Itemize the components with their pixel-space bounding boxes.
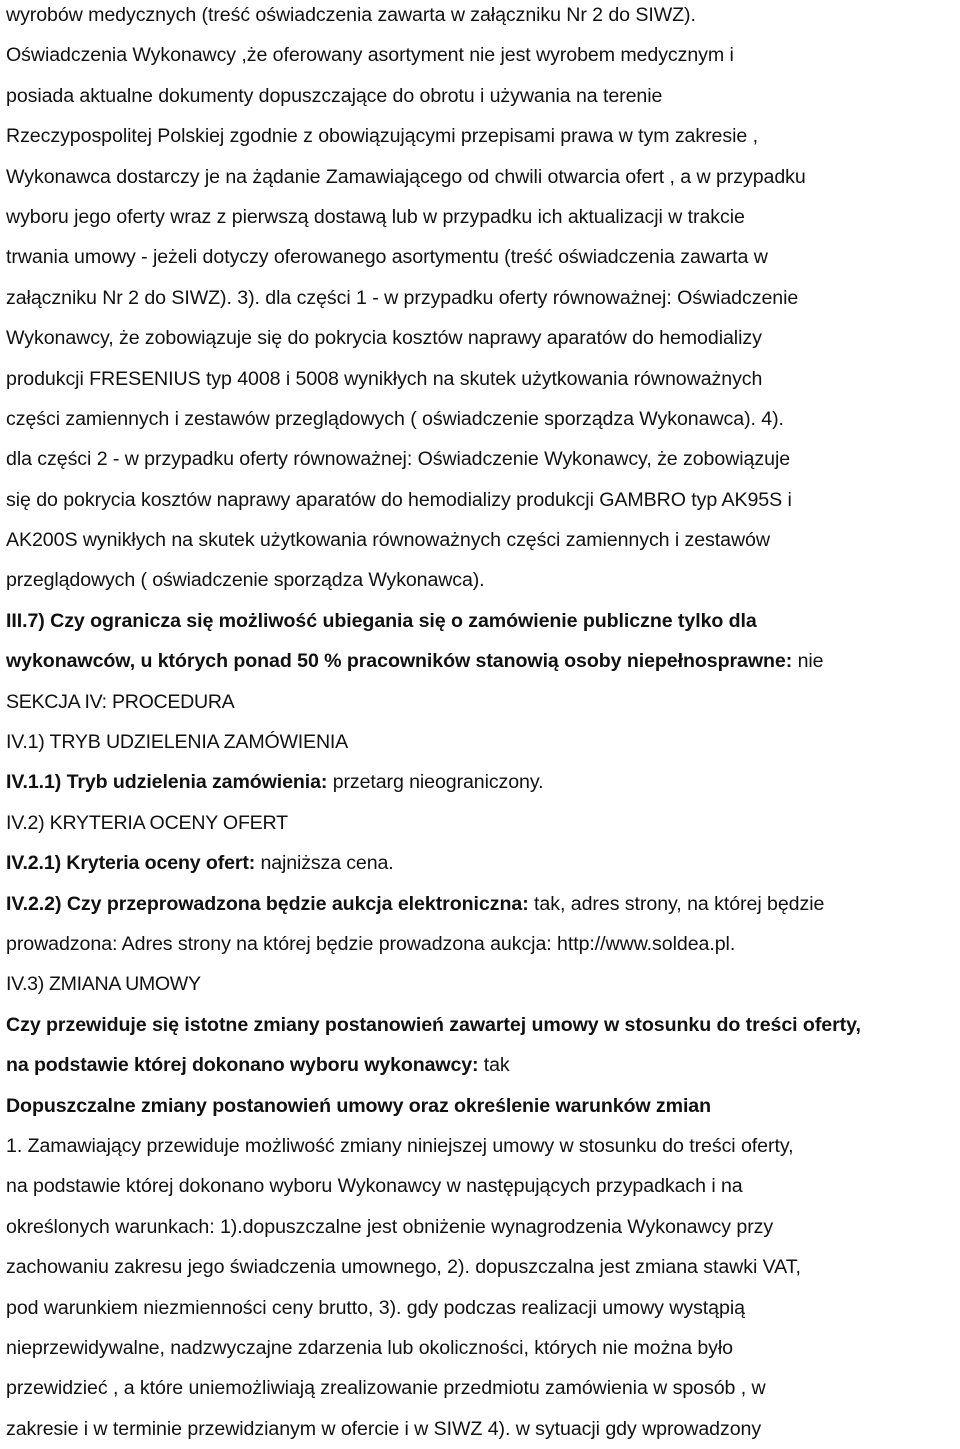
bold-text-run: Czy przewiduje się istotne zmiany postanowień zawartej umowy w stosunku do treści oferty, bbox=[6, 1013, 861, 1036]
text-line bbox=[6, 157, 960, 197]
text-line bbox=[6, 1288, 960, 1328]
text-line bbox=[6, 601, 960, 641]
text-run: IV.1) TRYB UDZIELENIA ZAMÓWIENIA bbox=[6, 731, 349, 754]
text-run: SEKCJA IV: PROCEDURA bbox=[6, 690, 235, 713]
text-line bbox=[6, 964, 960, 1004]
text-line bbox=[6, 1207, 960, 1247]
text-line bbox=[6, 1247, 960, 1287]
text-line bbox=[6, 682, 960, 722]
text-run: wyboru jego oferty wraz z pierwszą dostawą lub w przypadku ich aktualizacji w trakcie bbox=[6, 205, 745, 228]
text-line bbox=[6, 399, 960, 439]
text-run: nie bbox=[792, 650, 824, 673]
text-run: zakresie i w terminie przewidzianym w ofercie i w SIWZ 4). w sytuacji gdy wprowadzony bbox=[6, 1417, 762, 1440]
text-line bbox=[6, 480, 960, 520]
text-line bbox=[6, 0, 960, 35]
text-run: na podstawie której dokonano wyboru Wykonawcy w następujących przypadkach i na bbox=[6, 1175, 743, 1198]
text-run: Oświadczenia Wykonawcy ,że oferowany asortyment nie jest wyrobem medycznym i bbox=[6, 44, 734, 67]
text-line bbox=[6, 197, 960, 237]
text-run: nieprzewidywalne, nadzwyczajne zdarzenia lub okoliczności, których nie można było bbox=[6, 1336, 733, 1359]
text-run: dla części 2 - w przypadku oferty równoważnej: Oświadczenie Wykonawcy, że zobowiązuje bbox=[6, 448, 791, 471]
text-run: przewidzieć , a które uniemożliwiają zrealizowanie przedmiotu zamówienia w sposób , w bbox=[6, 1377, 766, 1400]
text-run: pod warunkiem niezmienności ceny brutto, 3). gdy podczas realizacji umowy wystąpią bbox=[6, 1296, 745, 1319]
text-run: wyrobów medycznych (treść oświadczenia zawarta w załączniku Nr 2 do SIWZ). bbox=[6, 4, 696, 26]
text-line bbox=[6, 1328, 960, 1368]
text-line bbox=[6, 1409, 960, 1449]
text-run: produkcji FRESENIUS typ 4008 i 5008 wynikłych na skutek użytkowania równoważnych bbox=[6, 367, 763, 390]
text-run: IV.3) ZMIANA UMOWY bbox=[6, 973, 201, 996]
text-run: AK200S wynikłych na skutek użytkowania równoważnych części zamiennych i zestawów bbox=[6, 529, 770, 552]
text-line bbox=[6, 1086, 960, 1126]
text-run: posiada aktualne dokumenty dopuszczające do obrotu i używania na terenie bbox=[6, 84, 663, 107]
text-line bbox=[6, 318, 960, 358]
text-line bbox=[6, 1005, 960, 1045]
text-line bbox=[6, 116, 960, 156]
text-run: załączniku Nr 2 do SIWZ). 3). dla części 1 - w przypadku oferty równoważnej: Oświadczenie bbox=[6, 286, 799, 309]
text-line bbox=[6, 1126, 960, 1166]
text-run: się do pokrycia kosztów naprawy aparatów do hemodializy produkcji GAMBRO typ AK95S i bbox=[6, 488, 792, 511]
text-line bbox=[6, 76, 960, 116]
text-line bbox=[6, 924, 960, 964]
text-run: IV.2) KRYTERIA OCENY OFERT bbox=[6, 811, 288, 834]
document-body bbox=[6, 0, 960, 1449]
text-line bbox=[6, 843, 960, 883]
text-line bbox=[6, 641, 960, 681]
text-run: Wykonawcy, że zobowiązuje się do pokrycia kosztów naprawy aparatów do hemodializy bbox=[6, 327, 762, 350]
text-line bbox=[6, 520, 960, 560]
bold-text-run: IV.1.1) Tryb udzielenia zamówienia: bbox=[6, 771, 328, 794]
text-run: trwania umowy - jeżeli dotyczy oferowanego asortymentu (treść oświadczenia zawarta w bbox=[6, 246, 768, 269]
bold-text-run: wykonawców, u których ponad 50 % pracowników stanowią osoby niepełnosprawne: bbox=[6, 650, 793, 673]
text-run: przeglądowych ( oświadczenie sporządza Wykonawca). bbox=[6, 569, 485, 592]
text-line bbox=[6, 803, 960, 843]
text-run: tak bbox=[478, 1054, 510, 1077]
text-line bbox=[6, 237, 960, 277]
text-run: określonych warunkach: 1).dopuszczalne jest obniżenie wynagrodzenia Wykonawcy przy bbox=[6, 1215, 774, 1238]
text-line bbox=[6, 1166, 960, 1206]
text-run: 1. Zamawiający przewiduje możliwość zmiany niniejszej umowy w stosunku do treści oferty, bbox=[6, 1134, 794, 1157]
text-run: części zamiennych i zestawów przeglądowych ( oświadczenie sporządza Wykonawca). 4). bbox=[6, 407, 784, 430]
text-line bbox=[6, 722, 960, 762]
text-line bbox=[6, 1045, 960, 1085]
bold-text-run: IV.2.1) Kryteria oceny ofert: bbox=[6, 852, 256, 875]
text-run: Wykonawca dostarczy je na żądanie Zamawiającego od chwili otwarcia ofert , a w przypadku bbox=[6, 165, 806, 188]
text-run: tak, adres strony, na której będzie bbox=[528, 892, 825, 915]
text-line bbox=[6, 1368, 960, 1408]
text-run: zachowaniu zakresu jego świadczenia umownego, 2). dopuszczalna jest zmiana stawki VAT, bbox=[6, 1256, 801, 1279]
text-line bbox=[6, 439, 960, 479]
bold-text-run: III.7) Czy ogranicza się możliwość ubiegania się o zamówienie publiczne tylko dla bbox=[6, 609, 757, 632]
text-run: Rzeczypospolitej Polskiej zgodnie z obowiązującymi przepisami prawa w tym zakresie , bbox=[6, 125, 758, 148]
text-line bbox=[6, 762, 960, 802]
bold-text-run: IV.2.2) Czy przeprowadzona będzie aukcja elektroniczna: bbox=[6, 892, 529, 915]
text-line bbox=[6, 35, 960, 75]
text-line bbox=[6, 278, 960, 318]
text-run: prowadzona: Adres strony na której będzie prowadzona aukcja: http://www.soldea.pl. bbox=[6, 932, 736, 955]
bold-text-run: na podstawie której dokonano wyboru wykonawcy: bbox=[6, 1054, 479, 1077]
text-line bbox=[6, 884, 960, 924]
text-run: najniższa cena. bbox=[255, 852, 394, 875]
text-line bbox=[6, 560, 960, 600]
text-run: przetarg nieograniczony. bbox=[327, 771, 544, 794]
bold-text-run: Dopuszczalne zmiany postanowień umowy oraz określenie warunków zmian bbox=[6, 1094, 711, 1117]
text-line bbox=[6, 359, 960, 399]
